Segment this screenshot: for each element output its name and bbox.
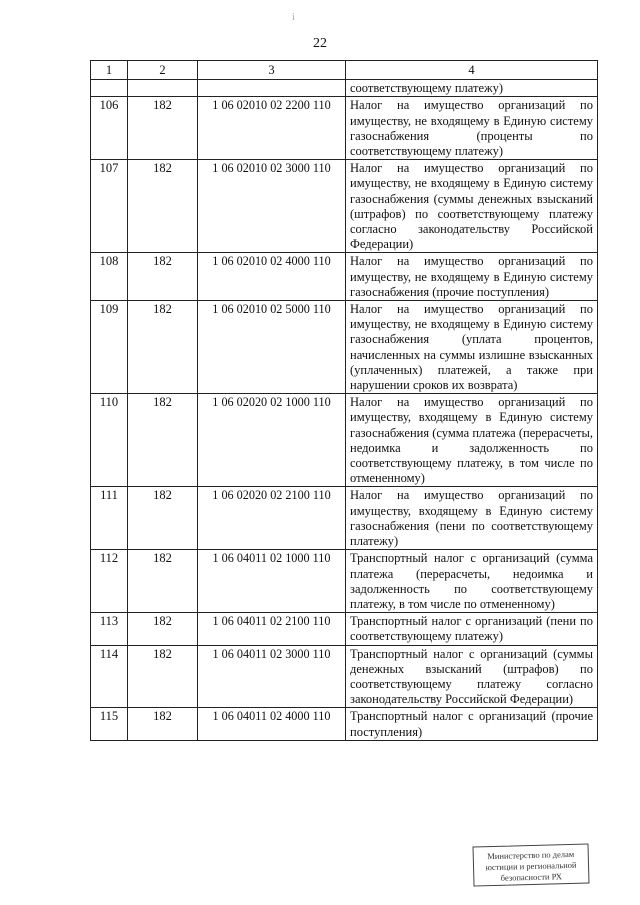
table-row [91, 708, 598, 740]
income-description: Налог на имущество организаций по имуществу, не входящему в Единую систему газоснабжения (суммы денежных взысканий (штрафов) по соответствующему платежу согласно законодательству Российской Федерации) [346, 160, 598, 253]
row-number: 115 [91, 708, 128, 740]
budget-code: 1 06 02020 02 1000 110 [198, 394, 346, 487]
stamp-line: безопасности РХ [500, 871, 563, 883]
admin-code: 182 [128, 645, 198, 708]
row-number: 114 [91, 645, 128, 708]
budget-code: 1 06 02010 02 4000 110 [198, 253, 346, 301]
income-description: Налог на имущество организаций по имуществу, не входящему в Единую систему газоснабжения (уплата процентов, начисленных на суммы излишне взысканных (уплаченных) платежей, а также при нарушении сроков их возврата) [346, 301, 598, 394]
page-number: 22 [313, 36, 327, 51]
row-number: 109 [91, 301, 128, 394]
budget-code: 1 06 02010 02 5000 110 [198, 301, 346, 394]
admin-code: 182 [128, 97, 198, 160]
income-description: Налог на имущество организаций по имуществу, входящему в Единую систему газоснабжения (пени по соответствующему платежу) [346, 487, 598, 550]
income-description: Транспортный налог с организаций (пени по соответствующему платежу) [346, 613, 598, 645]
top-mark: i [292, 12, 295, 23]
row-number: 106 [91, 97, 128, 160]
budget-code: 1 06 04011 02 4000 110 [198, 708, 346, 740]
stamp-line: юстиции и региональной [485, 859, 577, 873]
income-description: Налог на имущество организаций по имуществу, не входящему в Единую систему газоснабжения (прочие поступления) [346, 253, 598, 301]
admin-code: 182 [128, 253, 198, 301]
budget-code-table [90, 60, 598, 741]
admin-code: 182 [128, 394, 198, 487]
budget-code: 1 06 04011 02 1000 110 [198, 550, 346, 613]
admin-code: 182 [128, 160, 198, 253]
table-header-row [91, 61, 598, 80]
row-number: 110 [91, 394, 128, 487]
header-col-4: 4 [346, 61, 598, 80]
table-row [91, 487, 598, 550]
income-description: Транспортный налог с организаций (прочие поступления) [346, 708, 598, 740]
admin-code: 182 [128, 487, 198, 550]
budget-code: 1 06 02010 02 3000 110 [198, 160, 346, 253]
income-description: Налог на имущество организаций по имуществу, не входящему в Единую систему газоснабжения (проценты по соответствующему платежу) [346, 97, 598, 160]
income-description: Налог на имущество организаций по имуществу, входящему в Единую систему газоснабжения (сумма платежа (перерасчеты, недоимка и задолженность по соответствующему платежу, в том числе по отмененному) [346, 394, 598, 487]
row-number: 107 [91, 160, 128, 253]
budget-code: 1 06 02010 02 2200 110 [198, 97, 346, 160]
row-number: 111 [91, 487, 128, 550]
table-row [91, 97, 598, 160]
table-row [91, 645, 598, 708]
header-col-3: 3 [198, 61, 346, 80]
budget-code: 1 06 02020 02 2100 110 [198, 487, 346, 550]
continuation-text: соответствующему платежу) [346, 80, 598, 97]
continuation-row [91, 80, 598, 97]
table-row [91, 253, 598, 301]
table-row [91, 394, 598, 487]
stamp-line: Министерство по делам [487, 848, 575, 862]
table-row [91, 160, 598, 253]
ministry-stamp [472, 843, 589, 886]
table-row [91, 301, 598, 394]
row-number: 108 [91, 253, 128, 301]
admin-code: 182 [128, 613, 198, 645]
header-col-2: 2 [128, 61, 198, 80]
budget-code: 1 06 04011 02 3000 110 [198, 645, 346, 708]
admin-code: 182 [128, 708, 198, 740]
table-row [91, 613, 598, 645]
row-number: 113 [91, 613, 128, 645]
income-description: Транспортный налог с организаций (суммы денежных взысканий (штрафов) по соответствующему платежу согласно законодательству Российской Федерации) [346, 645, 598, 708]
header-col-1: 1 [91, 61, 128, 80]
budget-code: 1 06 04011 02 2100 110 [198, 613, 346, 645]
row-number: 112 [91, 550, 128, 613]
income-description: Транспортный налог с организаций (сумма платежа (перерасчеты, недоимка и задолженность по соответствующему платежу, в том числе по отмененному) [346, 550, 598, 613]
admin-code: 182 [128, 301, 198, 394]
admin-code: 182 [128, 550, 198, 613]
table-row [91, 550, 598, 613]
